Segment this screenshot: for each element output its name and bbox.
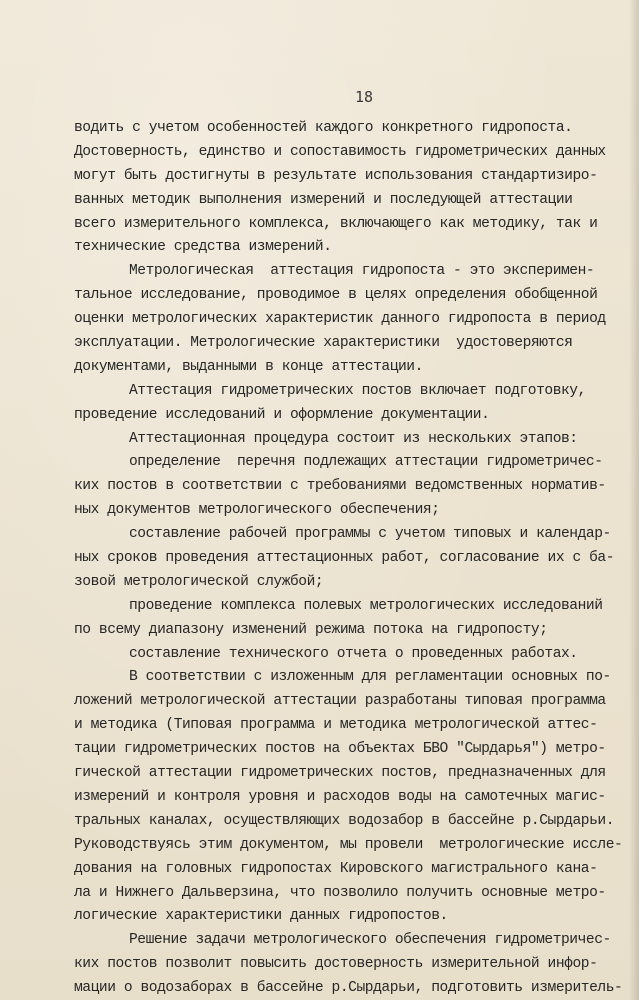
text-line: по всему диапазону изменений режима потока на гидропосту; xyxy=(74,621,548,638)
text-line: Решение задачи метрологического обеспечения гидрометричес- xyxy=(129,932,611,949)
text-line: всего измерительного комплекса, включающего как методику, так и xyxy=(74,215,598,232)
text-line: определение перечня подлежащих аттестации гидрометричес- xyxy=(129,454,603,471)
text-line: измерений и контроля уровня и расходов воды на самотечных магис- xyxy=(74,788,606,805)
text-line: логические характеристики данных гидропостов. xyxy=(74,908,448,925)
text-line: Руководствуясь этим документом, мы провели метрологические иссле- xyxy=(74,836,623,853)
text-line: Метрологическая аттестация гидропоста - это эксперимен- xyxy=(129,263,595,280)
text-line: ных документов метрологического обеспечения; xyxy=(74,502,440,519)
text-line: гической аттестации гидрометрических постов, предназначенных для xyxy=(74,765,606,782)
text-line: и методика (Типовая программа и методика метрологической аттес- xyxy=(74,717,598,734)
text-line: тации гидрометрических постов на объектах БВО "Сырдарья") метро- xyxy=(74,741,606,758)
text-line: составление рабочей программы с учетом типовых и календар- xyxy=(129,526,611,543)
text-line: ложений метрологической аттестации разработаны типовая программа xyxy=(74,693,606,710)
text-line: ла и Нижнего Дальверзина, что позволило получить основные метро- xyxy=(74,884,606,901)
text-line: тальное исследование, проводимое в целях определения обобщенной xyxy=(74,287,598,304)
body-text xyxy=(74,117,639,1000)
text-line: тральных каналах, осуществляющих водозабор в бассейне р.Сырдарьи. xyxy=(74,812,614,829)
text-line: проведение исследований и оформление документации. xyxy=(74,406,490,423)
text-line: ких постов в соответствии с требованиями ведомственных норматив- xyxy=(74,478,606,495)
text-line: составление технического отчета о проведенных работах. xyxy=(129,645,578,662)
text-line: В соответствии с изложенным для регламентации основных по- xyxy=(129,669,611,686)
text-line: проведение комплекса полевых метрологических исследований xyxy=(129,597,603,614)
page-number: 18 xyxy=(355,88,374,106)
text-line: оценки метрологических характеристик данного гидропоста в период xyxy=(74,311,606,328)
text-line: технические средства измерений. xyxy=(74,239,332,256)
text-line: документами, выданными в конце аттестации. xyxy=(74,358,423,375)
text-line: эксплуатации. Метрологические характеристики удостоверяются xyxy=(74,335,573,352)
text-line: дования на головных гидропостах Кировского магистрального кана- xyxy=(74,860,598,877)
text-line: Достоверность, единство и сопоставимость гидрометрических данных xyxy=(74,143,606,160)
text-line: Аттестация гидрометрических постов включает подготовку, xyxy=(129,382,586,399)
page-edge-shadow xyxy=(629,0,639,1000)
text-line: ванных методик выполнения измерений и последующей аттестации xyxy=(74,191,573,208)
text-line: зовой метрологической службой; xyxy=(74,573,324,590)
text-line: ных сроков проведения аттестационных работ, согласование их с ба- xyxy=(74,550,614,567)
text-line: ких постов позволит повысить достоверность измерительной инфор- xyxy=(74,956,598,973)
text-line: водить с учетом особенностей каждого конкретного гидропоста. xyxy=(74,120,573,136)
text-line: мации о водозаборах в бассейне р.Сырдарьи, подготовить измеритель- xyxy=(74,980,623,997)
text-line: могут быть достигнуты в результате использования стандартизиро- xyxy=(74,167,598,184)
text-line: Аттестационная процедура состоит из нескольких этапов: xyxy=(129,430,578,447)
